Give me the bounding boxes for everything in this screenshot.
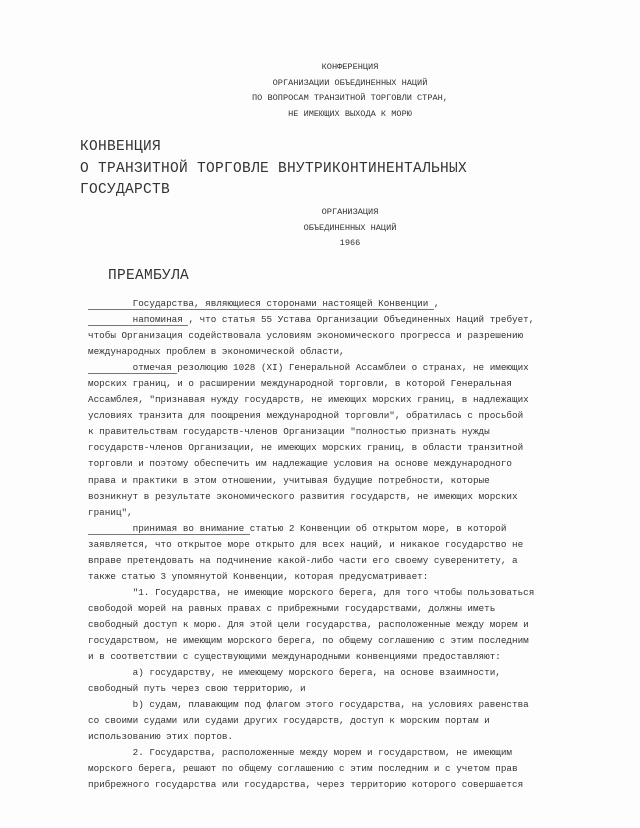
conference-header-line: ОРГАНИЗАЦИИ ОБЪЕДИНЕННЫХ НАЦИЙ: [272, 77, 428, 88]
convention-title: [80, 137, 467, 202]
line-text: "1. Государства, не имеющие морского берега, для того чтобы пользоваться: [88, 586, 535, 598]
text-line: [88, 392, 588, 408]
text-line: [88, 424, 588, 440]
line-text: морского берега, решают по общему соглашению с этим последним и с учетом прав: [88, 763, 518, 775]
text-line: [88, 569, 588, 585]
text-line: [88, 440, 588, 456]
line-text: морских границ, и о расширении международной торговли, в которой Генеральная: [88, 378, 513, 390]
line-text: границ",: [88, 506, 133, 518]
text-line: [88, 681, 588, 697]
text-line: [88, 376, 588, 392]
convention-title-line: О ТРАНЗИТНОЙ ТОРГОВЛЕ ВНУТРИКОНТИНЕНТАЛЬНЫХ: [80, 160, 468, 177]
line-text: вправе претендовать на подчинение какой-либо части его своему суверенитету, а: [88, 554, 518, 566]
line-text: a) государству, не имеющему морского берега, на основе взаимности,: [88, 667, 501, 679]
text-line: [88, 777, 588, 793]
conference-header-line: НЕ ИМЕЮЩИХ ВЫХОДА К МОРЮ: [288, 108, 412, 119]
text-line: [88, 601, 588, 617]
line-text: использованию этих портов.: [88, 731, 234, 743]
text-line: [88, 633, 588, 649]
line-text: b) судам, плавающим под флагом этого государства, на условиях равенства: [88, 699, 529, 711]
organization-block: [0, 205, 640, 252]
text-line: [88, 745, 588, 761]
text-line: [88, 553, 588, 569]
line-text: прибрежного государства или государства, через территорию которого совершается: [88, 779, 524, 791]
conference-header-line: ПО ВОПРОСАМ ТРАНЗИТНОЙ ТОРГОВЛИ СТРАН,: [252, 93, 448, 103]
text-line: [88, 344, 588, 360]
line-text: резолюцию 1028 (XI) Генеральной Ассамблеи о странах, не имеющих: [177, 362, 529, 374]
line-text: права и практики в этом отношении, учитывая будущие потребности, которые: [88, 474, 490, 486]
line-text: к правительствам государств-членов Организации "полностью признать нужды: [88, 426, 490, 438]
convention-title-line: КОНВЕНЦИЯ: [80, 139, 162, 155]
line-text: Ассамблея, "признавая нужду государств, не имеющих морских границ, в надлежащих: [88, 394, 529, 406]
organization-line: ОБЪЕДИНЕННЫХ НАЦИЙ: [303, 222, 397, 233]
line-text: условиях транзита для поощрения международной торговли", обратилась с просьбой: [88, 410, 524, 422]
text-line: [88, 296, 588, 312]
text-line: [88, 665, 588, 681]
line-text: чтобы Организация содействовала условиям экономического прогресса и разрешению: [88, 330, 524, 342]
text-line: [88, 328, 588, 344]
preamble-body: [88, 296, 588, 793]
line-text: 2. Государства, расположенные между морем и государством, не имеющим: [88, 747, 513, 759]
preamble-heading: ПРЕАМБУЛА: [108, 268, 190, 284]
organization-year: 1966: [339, 238, 361, 248]
conference-header-line: КОНФЕРЕНЦИЯ: [321, 62, 379, 72]
line-text: свободой морей на равных правах с прибрежными государствами, должны иметь: [88, 602, 496, 614]
line-text: заявляется, что открытое море открыто для всех наций, и никакое государство не: [88, 538, 524, 550]
line-text: ,: [433, 298, 440, 309]
line-text: международных проблем в экономической области,: [88, 346, 345, 358]
text-line: [88, 456, 588, 472]
line-text: со своими судами или судами других государств, доступ к морским портам и: [88, 715, 490, 727]
text-line: [88, 505, 588, 521]
text-line: [88, 649, 588, 665]
text-line: [88, 697, 588, 713]
line-text: государством, не имеющим морского берега, по общему соглашению с этим последним: [88, 634, 529, 646]
text-line: [88, 537, 588, 553]
underlined-lead: напоминая: [88, 314, 189, 326]
line-text: свободный доступ к морю. Для этой цели государства, расположенные между морем и: [88, 618, 529, 630]
underlined-lead: Государства, являющиеся сторонами настоящей Конвенции: [88, 298, 434, 309]
line-text: статью 2 Конвенции об открытом море, в которой: [249, 522, 507, 534]
line-text: торговли и поэтому обеспечить им надлежащие условия на основе международного: [88, 458, 513, 470]
line-text: возникнут в результате экономического развития государств, не имеющих морских: [88, 490, 518, 502]
text-line: [88, 761, 588, 777]
line-text: государств-членов Организации, не имеющих морских границ, в области транзитной: [88, 442, 524, 454]
text-line: [88, 360, 588, 376]
text-line: [88, 473, 588, 489]
text-line: [88, 729, 588, 745]
convention-title-line: ГОСУДАРСТВ: [80, 182, 171, 198]
line-text: , что статья 55 Устава Организации Объединенных Наций требует,: [188, 314, 535, 326]
underlined-lead: принимая во внимание: [88, 522, 250, 534]
text-line: [88, 617, 588, 633]
line-text: свободный путь через свою территорию, и: [88, 683, 306, 695]
text-line: [88, 585, 588, 601]
organization-line: ОРГАНИЗАЦИЯ: [321, 207, 379, 217]
text-line: [88, 408, 588, 424]
text-line: [88, 713, 588, 729]
conference-header: [0, 60, 640, 122]
underlined-lead: отмечая: [88, 362, 178, 374]
line-text: и в соответствии с существующими международными конвенциями предоставляют:: [88, 651, 501, 663]
line-text: также статью 3 упомянутой Конвенции, которая предусматривает:: [88, 570, 429, 582]
text-line: [88, 521, 588, 537]
text-line: [88, 489, 588, 505]
text-line: [88, 312, 588, 328]
